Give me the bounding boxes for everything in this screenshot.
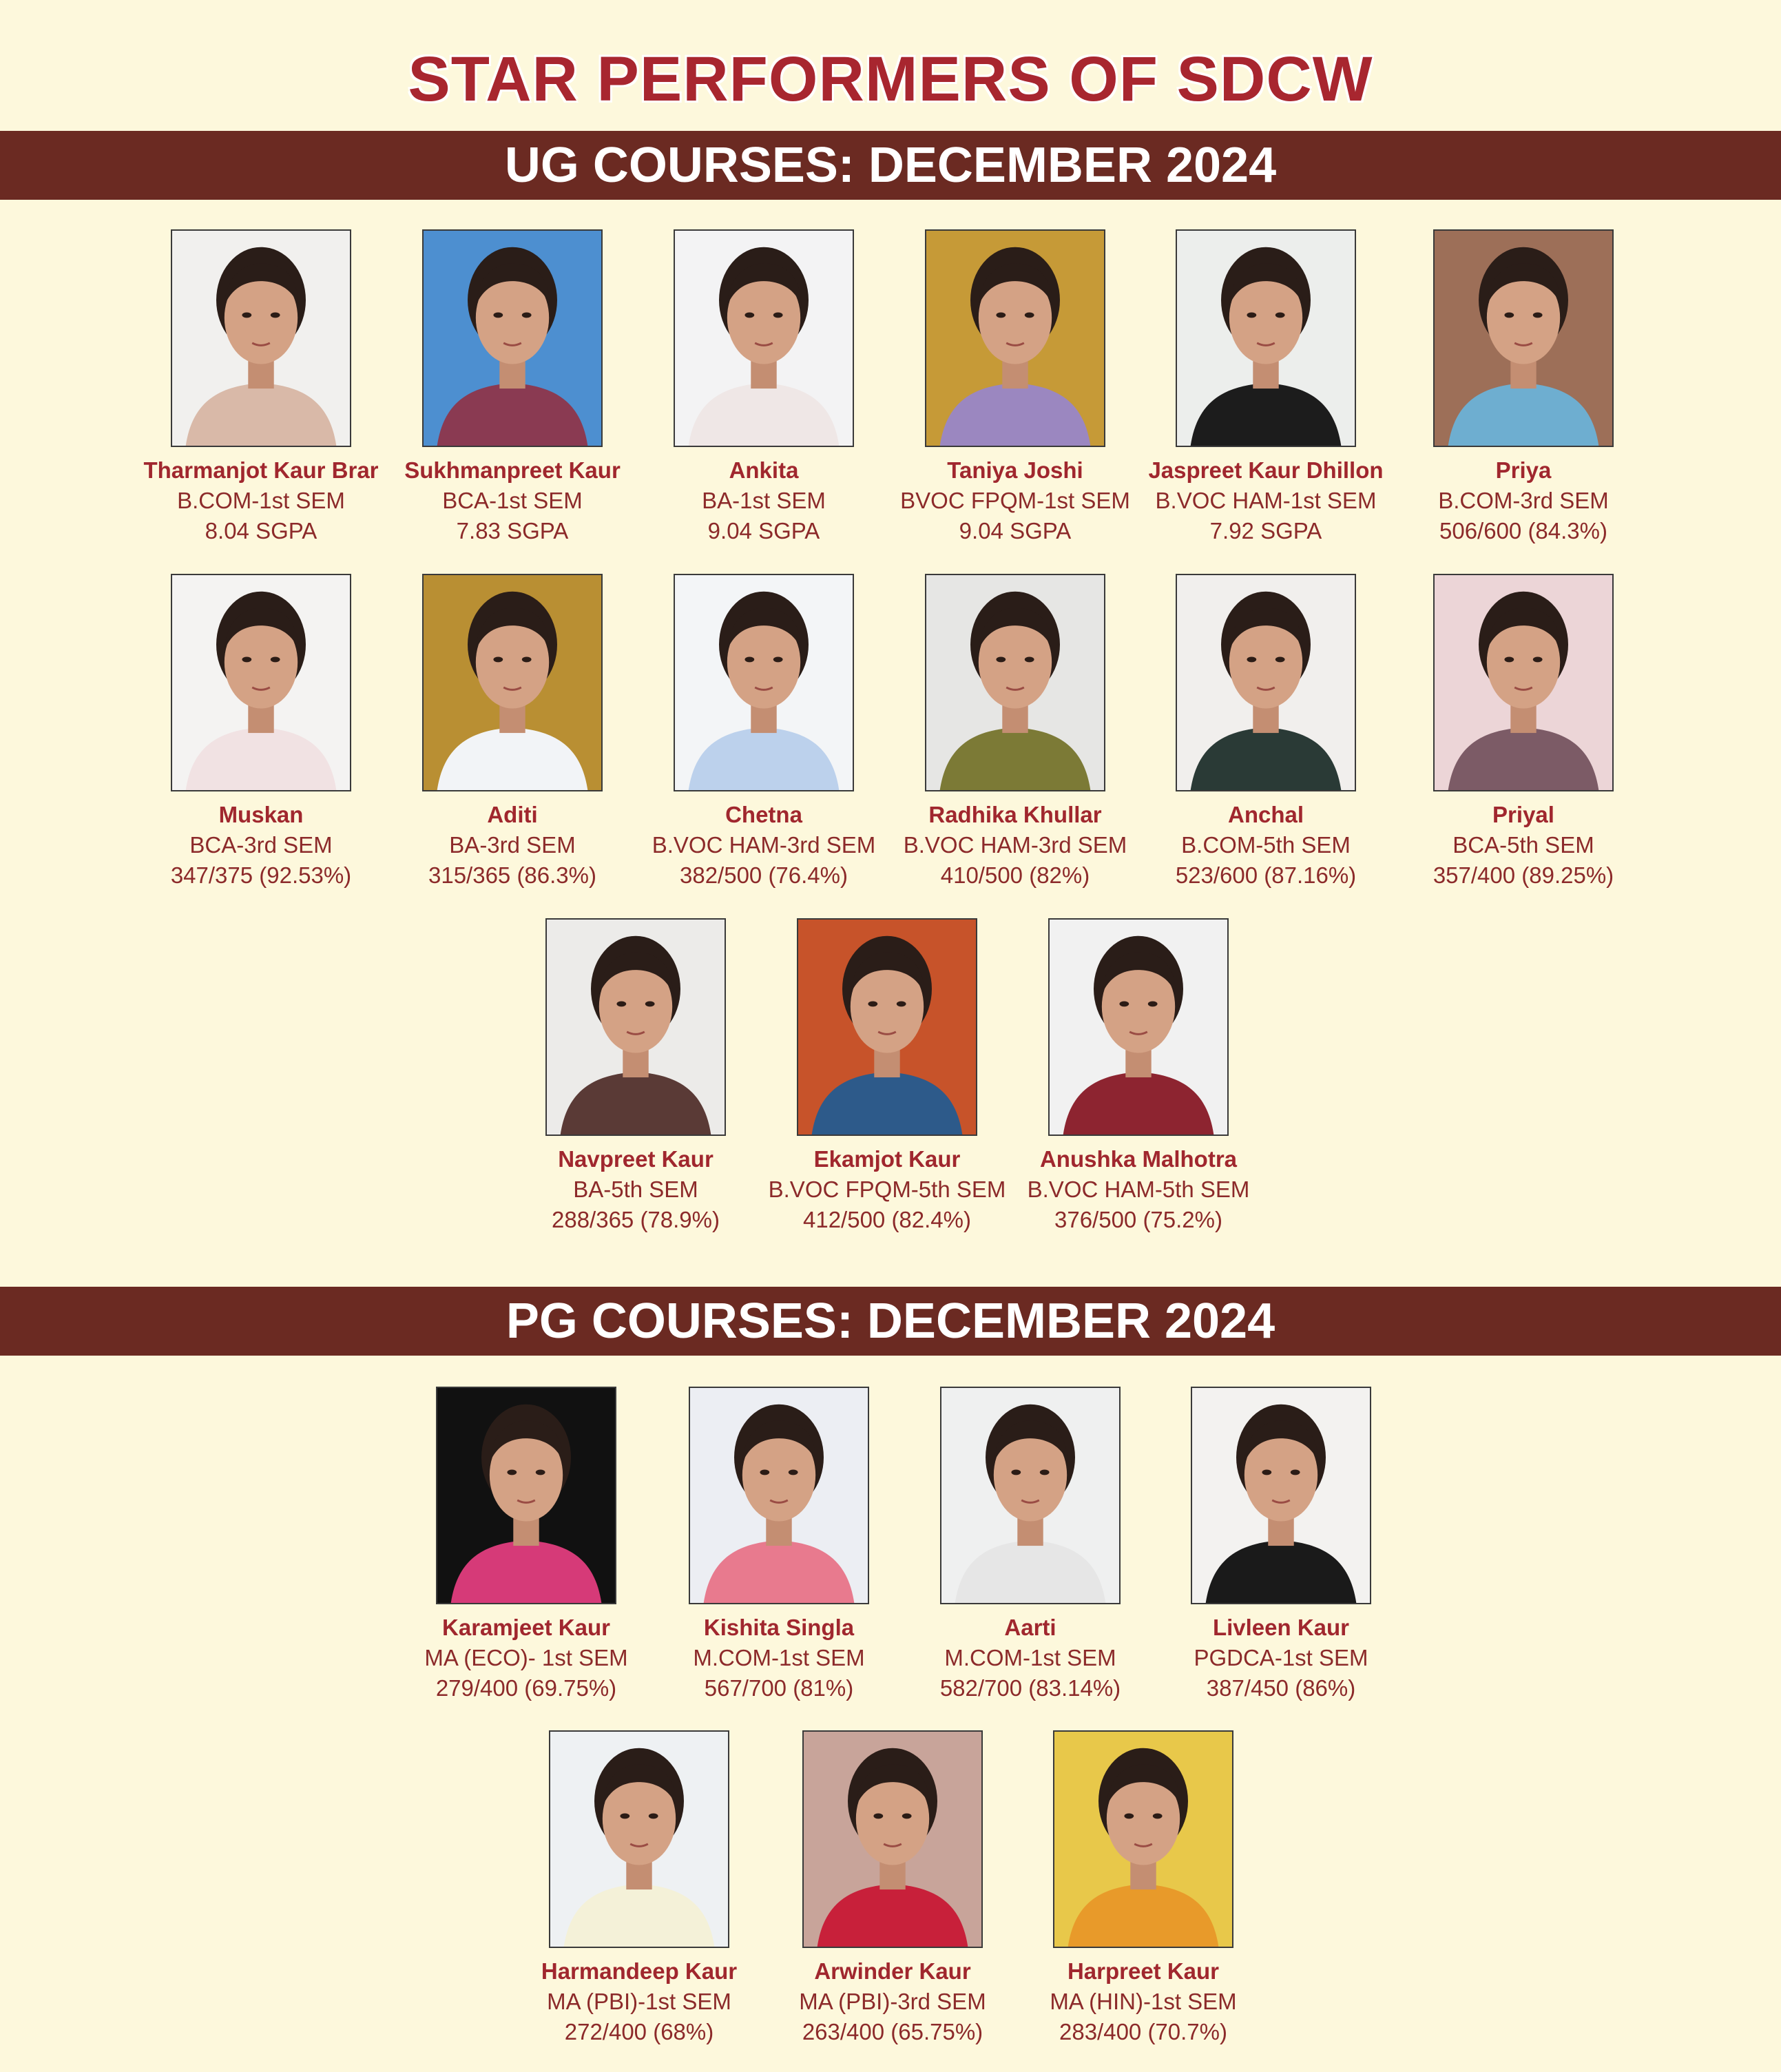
student-course: B.VOC HAM-3rd SEM (652, 832, 876, 858)
ug-student-card (619, 574, 908, 891)
student-score: 8.04 SGPA (205, 518, 317, 543)
page-title: STAR PERFORMERS OF SDCW (408, 44, 1373, 114)
student-name: Sukhmanpreet Kaur (404, 457, 621, 483)
student-course: MA (ECO)- 1st SEM (424, 1645, 628, 1670)
student-course: BCA-1st SEM (442, 488, 583, 513)
student-score: 7.92 SGPA (1209, 518, 1322, 543)
student-score: 347/375 (92.53%) (170, 862, 352, 888)
student-photo (1048, 918, 1229, 1136)
student-photo (422, 229, 603, 447)
ug-student-card (1379, 574, 1668, 891)
ug-student-card (116, 229, 406, 546)
student-score: 9.04 SGPA (959, 518, 1072, 543)
student-photo (689, 1387, 869, 1604)
pg-student-card (494, 1730, 784, 2047)
ug-student-card (994, 918, 1283, 1235)
student-course: BCA-3rd SEM (189, 832, 333, 858)
student-photo (171, 229, 351, 447)
student-name: Aditi (487, 802, 538, 827)
ug-student-card (871, 574, 1160, 891)
student-name: Arwinder Kaur (814, 1958, 971, 1984)
student-score: 263/400 (65.75%) (802, 2019, 983, 2044)
student-course: B.VOC HAM-5th SEM (1027, 1177, 1250, 1202)
student-course: BVOC FPQM-1st SEM (900, 488, 1130, 513)
student-course: M.COM-1st SEM (693, 1645, 865, 1670)
student-score: 279/400 (69.75%) (435, 1675, 617, 1701)
ug-student-card (368, 229, 657, 546)
student-score: 410/500 (82%) (940, 862, 1090, 888)
pg-student-card (382, 1387, 671, 1703)
student-course: BA-1st SEM (702, 488, 826, 513)
student-score: 523/600 (87.16%) (1175, 862, 1357, 888)
student-score: 9.04 SGPA (707, 518, 820, 543)
student-name: Harpreet Kaur (1067, 1958, 1220, 1984)
ug-student-card (871, 229, 1160, 546)
ug-student-card (1379, 229, 1668, 546)
pg-student-card (999, 1730, 1288, 2047)
pg-student-card (886, 1387, 1175, 1703)
student-course: B.COM-3rd SEM (1438, 488, 1609, 513)
ug-student-card (742, 918, 1032, 1235)
student-name: Priyal (1492, 802, 1554, 827)
student-photo (549, 1730, 729, 1948)
student-photo (1176, 574, 1356, 791)
student-course: M.COM-1st SEM (944, 1645, 1116, 1670)
student-course: B.COM-1st SEM (177, 488, 345, 513)
student-score: 357/400 (89.25%) (1433, 862, 1614, 888)
student-score: 315/365 (86.3%) (428, 862, 596, 888)
student-photo (925, 574, 1105, 791)
student-photo (1176, 229, 1356, 447)
student-score: 288/365 (78.9%) (551, 1207, 720, 1232)
student-score: 412/500 (82.4%) (802, 1207, 971, 1232)
student-score: 272/400 (68%) (564, 2019, 714, 2044)
student-score: 506/600 (84.3%) (1439, 518, 1607, 543)
student-name: Livleen Kaur (1212, 1615, 1350, 1640)
student-photo (545, 918, 726, 1136)
student-score: 387/450 (86%) (1206, 1675, 1356, 1701)
student-photo (436, 1387, 616, 1604)
ug-student-card (491, 918, 780, 1235)
student-course: B.VOC HAM-3rd SEM (903, 832, 1127, 858)
student-name: Harmandeep Kaur (541, 1958, 738, 1984)
student-course: MA (HIN)-1st SEM (1050, 1989, 1237, 2014)
student-course: MA (PBI)-1st SEM (547, 1989, 731, 2014)
ug-student-card (116, 574, 406, 891)
student-name: Ankita (729, 457, 799, 483)
student-photo (422, 574, 603, 791)
pg-courses-banner: PG COURSES: DECEMBER 2024 (0, 1287, 1781, 1356)
ug-student-card (619, 229, 908, 546)
student-score: 7.83 SGPA (456, 518, 569, 543)
pg-student-card (634, 1387, 924, 1703)
student-photo (171, 574, 351, 791)
student-course: B.COM-5th SEM (1181, 832, 1351, 858)
student-score: 382/500 (76.4%) (679, 862, 848, 888)
student-photo (1433, 229, 1614, 447)
student-course: B.VOC FPQM-5th SEM (768, 1177, 1006, 1202)
ug-student-card (1121, 229, 1410, 546)
student-score: 567/700 (81%) (704, 1675, 854, 1701)
student-course: MA (PBI)-3rd SEM (799, 1989, 986, 2014)
student-photo (1053, 1730, 1233, 1948)
student-course: BA-5th SEM (573, 1177, 698, 1202)
pg-student-card (1136, 1387, 1426, 1703)
student-course: B.VOC HAM-1st SEM (1155, 488, 1377, 513)
student-name: Tharmanjot Kaur Brar (143, 457, 379, 483)
ug-courses-banner: UG COURSES: DECEMBER 2024 (0, 131, 1781, 200)
student-photo (940, 1387, 1121, 1604)
student-name: Navpreet Kaur (558, 1146, 714, 1172)
ug-student-card (1121, 574, 1410, 891)
student-photo (674, 574, 854, 791)
student-name: Anushka Malhotra (1039, 1146, 1238, 1172)
student-name: Karamjeet Kaur (442, 1615, 610, 1640)
student-name: Chetna (725, 802, 802, 827)
student-photo (1191, 1387, 1371, 1604)
student-name: Muskan (218, 802, 304, 827)
student-name: Aarti (1004, 1615, 1056, 1640)
student-name: Kishita Singla (703, 1615, 855, 1640)
student-name: Radhika Khullar (928, 802, 1102, 827)
student-score: 376/500 (75.2%) (1054, 1207, 1222, 1232)
student-photo (925, 229, 1105, 447)
student-name: Anchal (1227, 802, 1304, 827)
student-score: 582/700 (83.14%) (939, 1675, 1121, 1701)
ug-student-card (368, 574, 657, 891)
student-photo (674, 229, 854, 447)
student-course: PGDCA-1st SEM (1194, 1645, 1368, 1670)
student-name: Ekamjot Kaur (813, 1146, 961, 1172)
student-name: Jaspreet Kaur Dhillon (1148, 457, 1384, 483)
student-course: BA-3rd SEM (449, 832, 576, 858)
student-name: Taniya Joshi (947, 457, 1083, 483)
student-course: BCA-5th SEM (1452, 832, 1594, 858)
student-name: Priya (1495, 457, 1552, 483)
pg-student-card (748, 1730, 1037, 2047)
student-photo (797, 918, 977, 1136)
student-photo (1433, 574, 1614, 791)
student-photo (802, 1730, 983, 1948)
student-score: 283/400 (70.7%) (1059, 2019, 1227, 2044)
